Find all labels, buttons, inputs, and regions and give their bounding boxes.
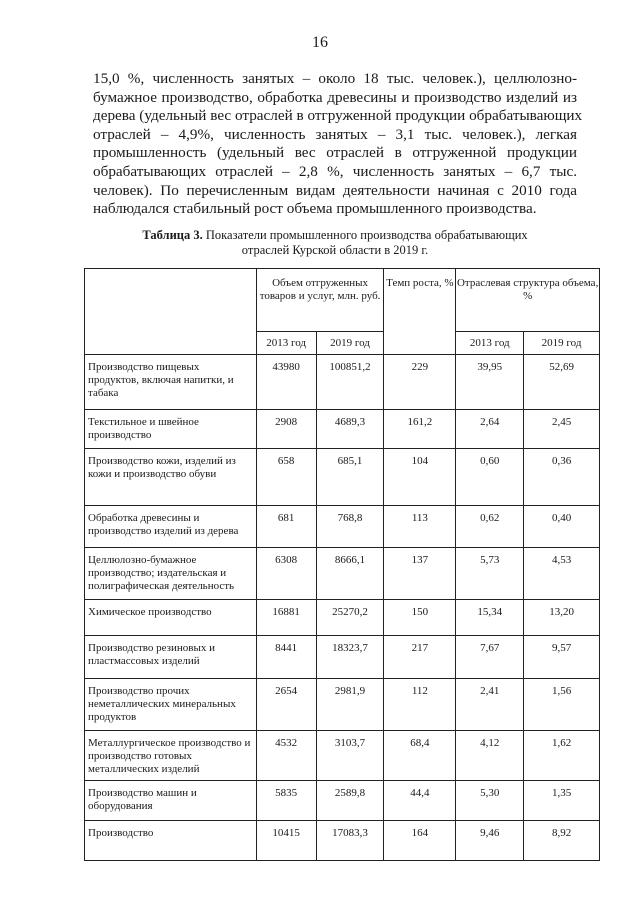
structure-2019: 2,45 [524,410,600,449]
table-caption-label: Таблица 3. [142,228,203,242]
structure-2013: 4,12 [456,731,524,781]
table-row [85,410,600,449]
industry-name: Целлюлозно-бумажное производство; издательская и полиграфическая деятельность [85,548,257,600]
paragraph-line: наблюдался стабильный рост объема промышленного производства. [93,200,537,218]
industry-name: Химическое производство [85,600,257,636]
header-growth: Темп роста, % [384,269,456,355]
volume-2013: 10415 [256,821,316,861]
growth-rate: 68,4 [384,731,456,781]
structure-2019: 52,69 [524,355,600,410]
volume-2019: 2981,9 [316,679,384,731]
volume-2019: 4689,3 [316,410,384,449]
paragraph-line: промышленность (удельный вес отраслей в отгруженной продукции [93,144,577,162]
structure-2019: 1,62 [524,731,600,781]
table-row [85,679,600,731]
table-caption-text: отраслей Курской области в 2019 г. [241,243,429,257]
volume-2019: 8666,1 [316,548,384,600]
header-structure-2013: 2013 год [456,332,524,355]
volume-2013: 16881 [256,600,316,636]
volume-2013: 2908 [256,410,316,449]
volume-2019: 685,1 [316,449,384,506]
industry-name: Производство машин и оборудования [85,781,257,821]
structure-2019: 1,35 [524,781,600,821]
structure-2019: 4,53 [524,548,600,600]
volume-2013: 2654 [256,679,316,731]
structure-2019: 13,20 [524,600,600,636]
header-structure: Отраслевая структура объема, % [456,269,600,332]
growth-rate: 112 [384,679,456,731]
volume-2013: 658 [256,449,316,506]
header-industry [85,269,257,355]
table-caption [90,228,580,258]
industry-name: Обработка древесины и производство изделий из дерева [85,506,257,548]
paragraph-line: бумажное производство, обработка древесины и производство изделий из [93,88,577,106]
volume-2019: 18323,7 [316,636,384,679]
structure-2013: 7,67 [456,636,524,679]
industry-name: Производство резиновых и пластмассовых изделий [85,636,257,679]
header-structure-2019: 2019 год [524,332,600,355]
table-row [85,781,600,821]
paragraph-line: обрабатывающих отраслей – 2,8 %, численность занятых – 6,7 тыс. [93,162,577,180]
table-row [85,600,600,636]
volume-2013: 6308 [256,548,316,600]
structure-2013: 2,64 [456,410,524,449]
header-volume: Объем отгруженных товаров и услуг, млн. руб. [256,269,384,332]
volume-2013: 8441 [256,636,316,679]
volume-2013: 5835 [256,781,316,821]
growth-rate: 137 [384,548,456,600]
volume-2013: 4532 [256,731,316,781]
industry-name: Текстильное и швейное производство [85,410,257,449]
paragraph-line: человек). По перечисленным видам деятельности начиная с 2010 года [93,181,577,199]
structure-2013: 9,46 [456,821,524,861]
growth-rate: 104 [384,449,456,506]
structure-2013: 0,62 [456,506,524,548]
structure-2019: 9,57 [524,636,600,679]
volume-2019: 100851,2 [316,355,384,410]
structure-2019: 8,92 [524,821,600,861]
growth-rate: 229 [384,355,456,410]
volume-2019: 768,8 [316,506,384,548]
structure-2019: 0,36 [524,449,600,506]
industry-name: Производство кожи, изделий из кожи и производство обуви [85,449,257,506]
volume-2019: 2589,8 [316,781,384,821]
volume-2019: 25270,2 [316,600,384,636]
structure-2013: 5,73 [456,548,524,600]
paragraph-line: отраслей – 4,9%, численность занятых – 3,1 тыс. человек.), легкая [93,125,577,143]
structure-2013: 2,41 [456,679,524,731]
header-volume-2019: 2019 год [316,332,384,355]
volume-2019: 3103,7 [316,731,384,781]
growth-rate: 217 [384,636,456,679]
growth-rate: 44,4 [384,781,456,821]
table-row [85,548,600,600]
header-volume-2013: 2013 год [256,332,316,355]
table-row [85,636,600,679]
volume-2019: 17083,3 [316,821,384,861]
structure-2013: 39,95 [456,355,524,410]
structure-2019: 0,40 [524,506,600,548]
volume-2013: 681 [256,506,316,548]
volume-2013: 43980 [256,355,316,410]
table-row [85,449,600,506]
industry-name: Металлургическое производство и производство готовых металлических изделий [85,731,257,781]
structure-2019: 1,56 [524,679,600,731]
structure-2013: 15,34 [456,600,524,636]
page-number: 16 [312,34,328,51]
table-caption-text: Показатели промышленного производства обрабатывающих [205,228,528,242]
structure-2013: 5,30 [456,781,524,821]
industry-name: Производство прочих неметаллических минеральных продуктов [85,679,257,731]
table-row [85,731,600,781]
paragraph-line: дерева (удельный вес отраслей в отгруженной продукции обрабатывающих [93,107,583,125]
body-paragraph [93,70,583,219]
structure-2013: 0,60 [456,449,524,506]
paragraph-line: 15,0 %, численность занятых – около 18 тыс. человек.), целлюлозно- [93,70,577,87]
table-row [85,506,600,548]
growth-rate: 161,2 [384,410,456,449]
growth-rate: 113 [384,506,456,548]
industry-name: Производство [85,821,257,861]
table-row [85,355,600,410]
growth-rate: 164 [384,821,456,861]
table-row [85,821,600,861]
growth-rate: 150 [384,600,456,636]
industry-name: Производство пищевых продуктов, включая напитки, и табака [85,355,257,410]
industry-table [84,268,600,861]
